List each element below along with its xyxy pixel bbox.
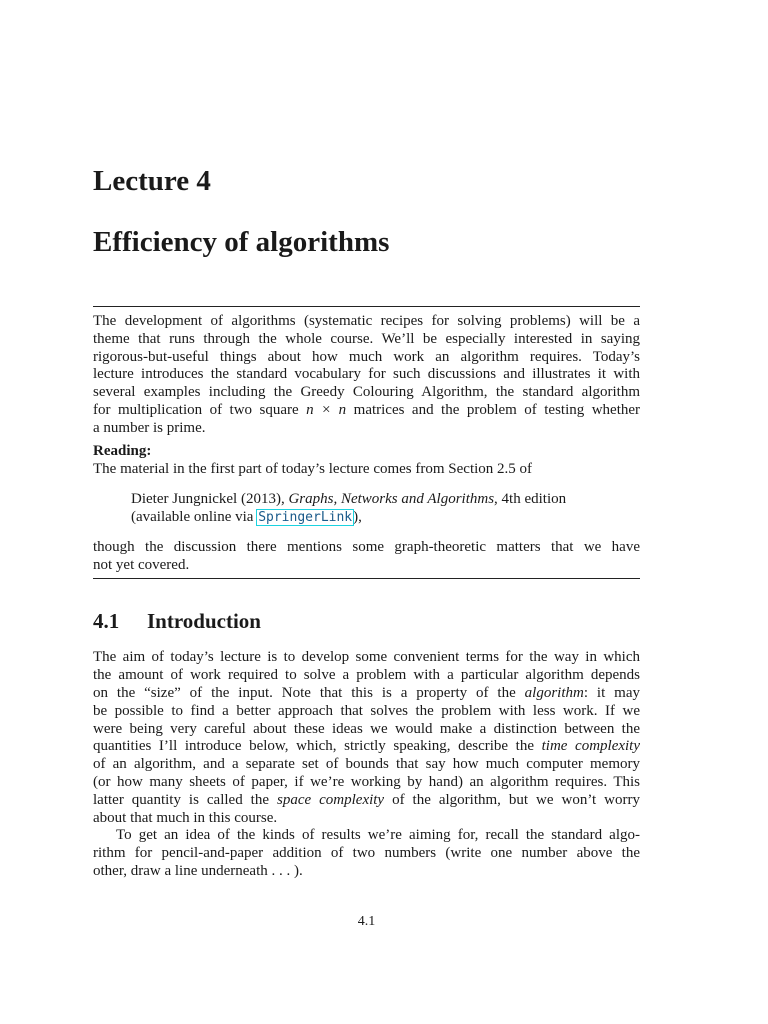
intro-line-9-tail: of the algorithm, but we won’t worry: [392, 792, 641, 808]
abstract-line-6-tail: matrices and the problem of testing whether: [353, 402, 641, 418]
addition-line-2: rithm for pencil-and-paper addition of two numbers (write one number above the: [93, 845, 640, 861]
intro-line-3: [93, 684, 640, 702]
abstract-top-rule: [93, 306, 640, 307]
reading-label: Reading:: [93, 443, 152, 459]
lecture-title-heading: Efficiency of algorithms: [93, 226, 390, 258]
intro-line-6-text: quantities I’ll introduce below, which, strictly speaking, describe the: [93, 738, 534, 754]
intro-line-4: be possible to find a better approach that solves the problem with less work. If we: [93, 703, 640, 719]
intro-line-10: about that much in this course.: [93, 810, 278, 826]
abstract-line-5: several examples including the Greedy Colouring Algorithm, the standard algorithm: [93, 384, 640, 400]
intro-line-1: The aim of today’s lecture is to develop some convenient terms for the way in which: [93, 649, 640, 665]
reading-after-line-1: though the discussion there mentions some graph-theoretic matters that we have: [93, 539, 640, 555]
reference-availability: (available online via: [131, 509, 254, 525]
reading-intro: The material in the first part of today’s lecture comes from Section 2.5 of: [93, 461, 533, 477]
emphasis-space-complexity: space complexity: [277, 792, 385, 808]
intro-line-9-text: latter quantity is called the: [93, 792, 270, 808]
abstract-line-2: theme that runs through the whole course. We’ll be especially interested in saying: [93, 331, 640, 347]
intro-line-8: (or how many sheets of paper, if we’re working by hand) an algorithm requires. This: [93, 774, 640, 790]
section-title: Introduction: [147, 609, 261, 633]
abstract-bottom-rule: [93, 578, 640, 579]
intro-line-5: were being very careful about these ideas we would make a distinction between the: [93, 721, 640, 737]
addition-line-3: other, draw a line underneath . . . ).: [93, 863, 303, 879]
abstract-line-6: [93, 401, 640, 419]
abstract-line-7: a number is prime.: [93, 420, 206, 436]
intro-line-3-text: on the “size” of the input. Note that this is a property of the: [93, 685, 516, 701]
intro-line-7: of an algorithm, and a separate set of bounds that say how much computer memory: [93, 756, 640, 772]
intro-line-9: [93, 791, 640, 809]
matrix-size-math: n × n: [306, 402, 347, 418]
abstract-line-3: rigorous-but-useful things about how much work an algorithm requires. Today’s: [93, 349, 640, 365]
abstract-line-4: lecture introduces the standard vocabulary for such discussions and illustrates it with: [93, 366, 640, 382]
page-number: 4.1: [357, 914, 376, 929]
emphasis-time-complexity: time complexity: [541, 738, 641, 754]
reference-closing: ),: [353, 509, 362, 525]
addition-line-1: To get an idea of the kinds of results we’re aiming for, recall the standard algo-: [116, 827, 640, 843]
section-number: 4.1: [93, 609, 120, 633]
springerlink-link[interactable]: SpringerLink: [258, 510, 353, 525]
reference-author: Dieter Jungnickel (2013),: [131, 491, 285, 507]
reading-reference-line-2: [131, 508, 362, 527]
emphasis-algorithm: algorithm: [524, 685, 584, 701]
reading-reference-line-1: [131, 490, 566, 508]
abstract-line-1: The development of algorithms (systematic recipes for solving problems) will be a: [93, 313, 640, 329]
reading-after-line-2: not yet covered.: [93, 557, 190, 573]
intro-line-6: [93, 737, 640, 755]
reference-book-title: Graphs, Networks and Algorithms: [288, 491, 495, 507]
intro-line-3-tail: : it may: [583, 685, 640, 701]
reference-edition: , 4th edition: [494, 491, 567, 507]
abstract-line-6-head: for multiplication of two square: [93, 402, 299, 418]
intro-line-2: the amount of work required to solve a problem with a particular algorithm depends: [93, 667, 640, 683]
lecture-number-heading: Lecture 4: [93, 165, 211, 197]
section-heading: [93, 608, 261, 634]
